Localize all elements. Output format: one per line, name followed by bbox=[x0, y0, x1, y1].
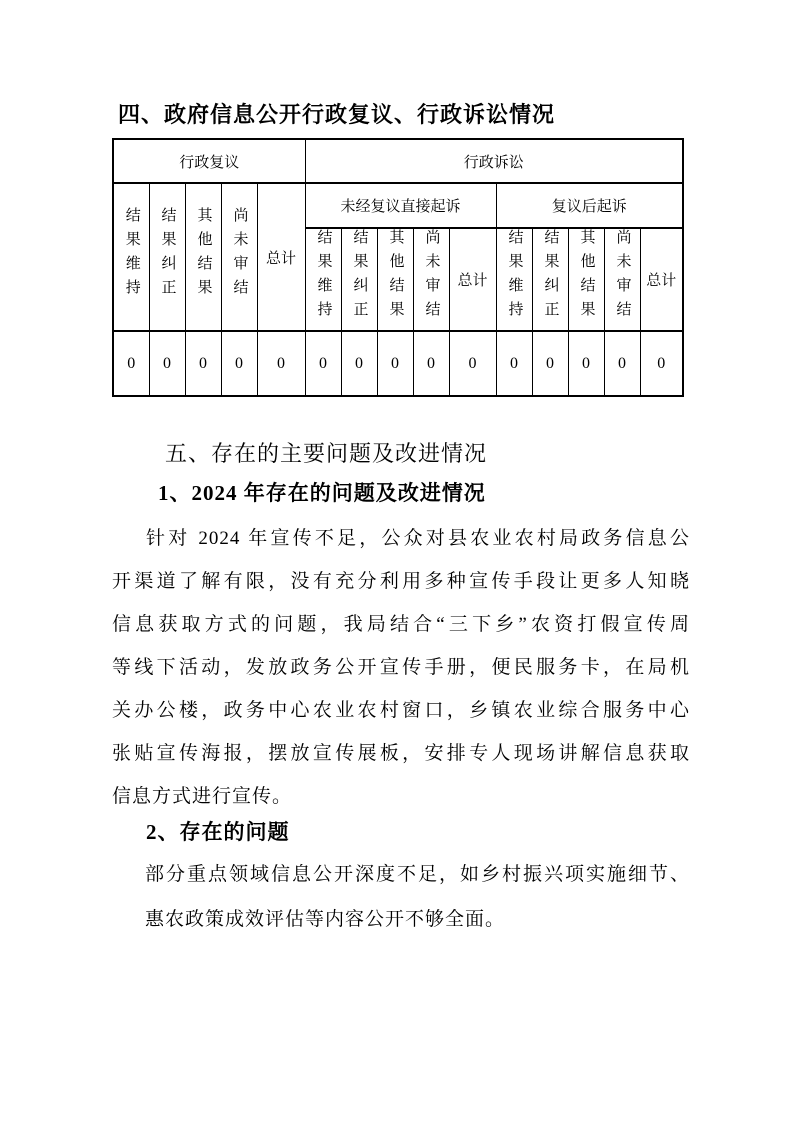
after-review-suit-header: 复议后起诉 bbox=[496, 183, 683, 228]
paragraph1-line: 开渠道了解有限，没有充分利用多种宣传手段让更多人知晓 bbox=[112, 571, 690, 592]
direct-col-header-result-upheld bbox=[305, 228, 341, 331]
after-col-header-result-corrected bbox=[532, 228, 568, 331]
data-cell: 0 bbox=[532, 331, 568, 396]
data-cell: 0 bbox=[113, 331, 149, 396]
vertical-header-text: 尚未审结 bbox=[231, 206, 248, 303]
data-cell: 0 bbox=[604, 331, 640, 396]
data-cell: 0 bbox=[257, 331, 305, 396]
vertical-header-text: 其他结果 bbox=[195, 206, 212, 303]
vertical-header-text: 尚未审结 bbox=[423, 229, 440, 325]
paragraph1 bbox=[112, 517, 690, 818]
litigation-group-header: 行政诉讼 bbox=[305, 139, 683, 183]
section5-heading: 五、存在的主要问题及改进情况 bbox=[165, 441, 488, 466]
subsection2-heading: 2、存在的问题 bbox=[146, 820, 290, 844]
review-group-header: 行政复议 bbox=[113, 139, 305, 183]
data-cell: 0 bbox=[149, 331, 185, 396]
review-col-header-result-upheld bbox=[113, 183, 149, 331]
review-col-header-total: 总计 bbox=[257, 183, 305, 331]
subsection1-heading: 1、2024 年存在的问题及改进情况 bbox=[158, 481, 486, 505]
direct-col-header-other-result bbox=[377, 228, 413, 331]
data-cell: 0 bbox=[413, 331, 449, 396]
vertical-header-text: 其他结果 bbox=[387, 229, 404, 325]
vertical-header-text: 其他结果 bbox=[578, 229, 595, 325]
review-col-header-result-corrected bbox=[149, 183, 185, 331]
paragraph1-line: 关办公楼，政务中心农业农村窗口，乡镇农业综合服务中心 bbox=[112, 700, 690, 721]
paragraph1-line: 信息方式进行宣传。 bbox=[112, 786, 293, 807]
data-cell: 0 bbox=[341, 331, 377, 396]
paragraph1-line: 信息获取方式的问题，我局结合“三下乡”农资打假宣传周 bbox=[112, 614, 690, 635]
vertical-header-text: 结果维持 bbox=[315, 229, 332, 325]
data-cell: 0 bbox=[221, 331, 257, 396]
direct-col-header-pending bbox=[413, 228, 449, 331]
paragraph2 bbox=[145, 852, 690, 942]
data-cell: 0 bbox=[377, 331, 413, 396]
vertical-header-text: 结果维持 bbox=[506, 229, 523, 325]
data-cell: 0 bbox=[305, 331, 341, 396]
paragraph2-line: 惠农政策成效评估等内容公开不够全面。 bbox=[145, 909, 506, 930]
vertical-header-text: 结果纠正 bbox=[159, 206, 176, 303]
data-cell: 0 bbox=[568, 331, 604, 396]
direct-col-header-result-corrected bbox=[341, 228, 377, 331]
paragraph1-line: 张贴宣传海报，摆放宣传展板，安排专人现场讲解信息获取 bbox=[112, 743, 690, 764]
admin-review-litigation-table bbox=[112, 138, 684, 397]
table-subgroup-header-row bbox=[113, 183, 683, 228]
direct-col-header-total: 总计 bbox=[449, 228, 496, 331]
vertical-header-text: 结果纠正 bbox=[542, 229, 559, 325]
section4-heading: 四、政府信息公开行政复议、行政诉讼情况 bbox=[118, 102, 556, 127]
vertical-header-text: 尚未审结 bbox=[614, 229, 631, 325]
paragraph1-line: 等线下活动，发放政务公开宣传手册，便民服务卡，在局机 bbox=[112, 657, 690, 678]
paragraph1-line: 针对 2024 年宣传不足，公众对县农业农村局政务信息公 bbox=[146, 528, 690, 549]
data-cell: 0 bbox=[185, 331, 221, 396]
table-group-header-row bbox=[113, 139, 683, 183]
paragraph2-line: 部分重点领域信息公开深度不足，如乡村振兴项实施细节、 bbox=[145, 864, 690, 885]
after-col-header-other-result bbox=[568, 228, 604, 331]
data-cell: 0 bbox=[449, 331, 496, 396]
after-col-header-pending bbox=[604, 228, 640, 331]
after-col-header-total: 总计 bbox=[640, 228, 683, 331]
vertical-header-text: 结果维持 bbox=[123, 206, 140, 303]
vertical-header-text: 结果纠正 bbox=[351, 229, 368, 325]
direct-suit-header: 未经复议直接起诉 bbox=[305, 183, 496, 228]
review-col-header-pending bbox=[221, 183, 257, 331]
review-col-header-other-result bbox=[185, 183, 221, 331]
data-cell: 0 bbox=[496, 331, 532, 396]
after-col-header-result-upheld bbox=[496, 228, 532, 331]
data-cell: 0 bbox=[640, 331, 683, 396]
table-data-row bbox=[113, 331, 683, 396]
